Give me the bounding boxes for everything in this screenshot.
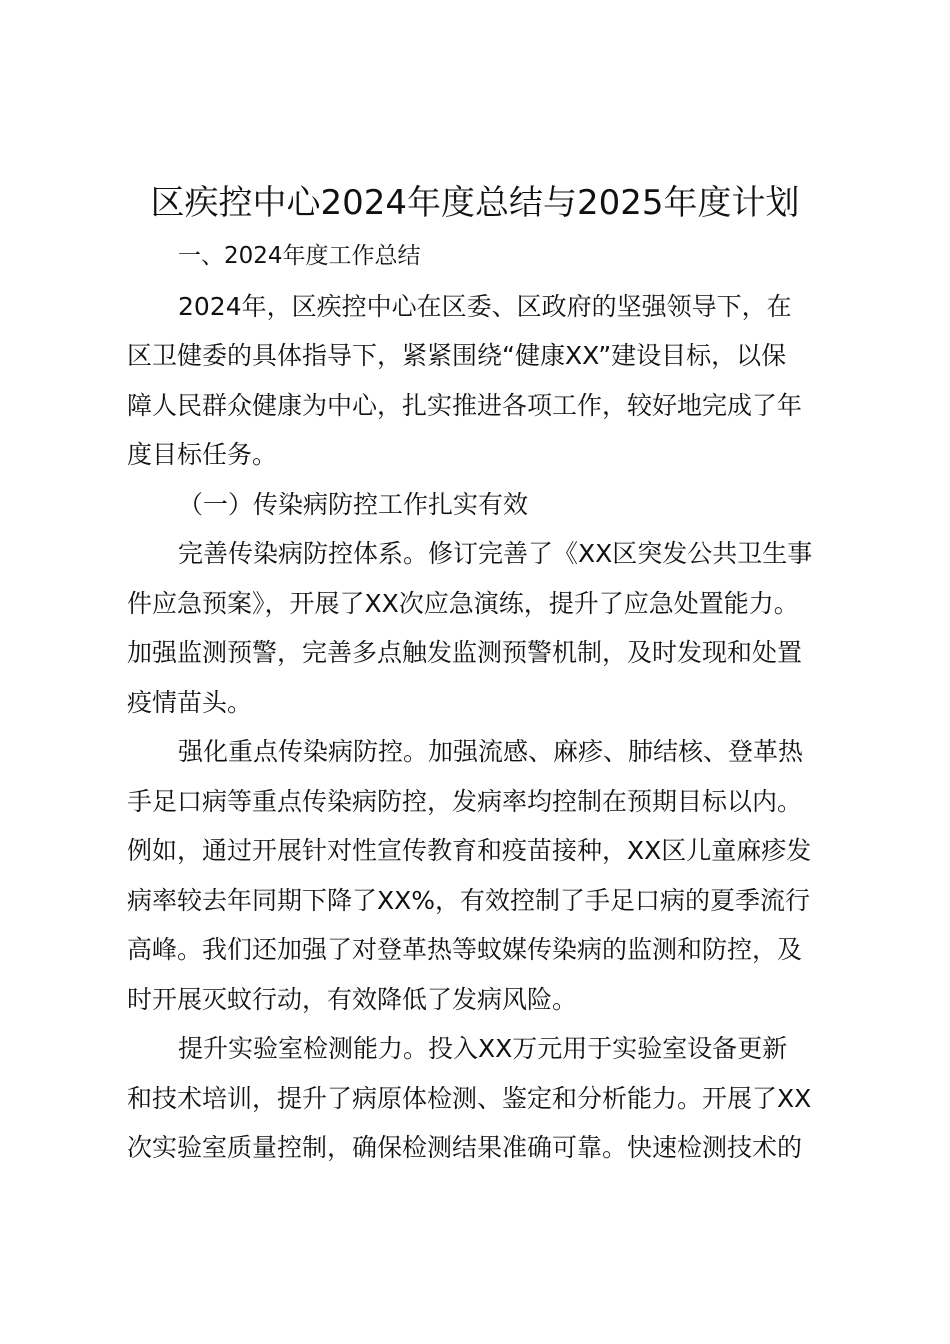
paragraph-line: 提升实验室检测能力。投入XX万元用于实验室设备更新 [178, 1034, 788, 1063]
paragraph-line: 高峰。我们还加强了对登革热等蚊媒传染病的监测和防控，及 [127, 935, 803, 964]
paragraph-line: 障人民群众健康为中心，扎实推进各项工作，较好地完成了年 [127, 390, 803, 420]
document-body [127, 232, 837, 1173]
paragraph-line: 例如，通过开展针对性宣传教育和疫苗接种，XX区儿童麻疹发 [127, 836, 812, 865]
paragraph-line: 次实验室质量控制，确保检测结果准确可靠。快速检测技术的 [127, 1133, 803, 1162]
paragraph-line: 件应急预案》，开展了XX次应急演练，提升了应急处置能力。 [127, 588, 799, 618]
paragraph-line: 完善传染病防控体系。修订完善了《XX区突发公共卫生事 [178, 539, 813, 568]
paragraph-line: 和技术培训，提升了病原体检测、鉴定和分析能力。开展了XX [127, 1083, 812, 1113]
paragraph-line: 区卫健委的具体指导下，紧紧围绕“健康XX”建设目标，以保 [127, 341, 787, 370]
paragraph-line: 手足口病等重点传染病防控，发病率均控制在预期目标以内。 [127, 786, 803, 816]
section-heading: 一、2024年度工作总结 [178, 243, 421, 269]
paragraph-line: 时开展灭蚊行动，有效降低了发病风险。 [127, 984, 578, 1014]
paragraph-line: 病率较去年同期下降了XX%，有效控制了手足口病的夏季流行 [127, 885, 811, 915]
paragraph-line: 加强监测预警，完善多点触发监测预警机制，及时发现和处置 [127, 638, 803, 667]
paragraph-line: 疫情苗头。 [127, 687, 253, 717]
document-title: 区疾控中心2024年度总结与2025年度计划 [150, 183, 800, 223]
paragraph-line: 强化重点传染病防控。加强流感、麻疹、肺结核、登革热 [178, 737, 804, 766]
paragraph-line: 度目标任务。 [127, 440, 278, 469]
subsection-heading: （一）传染病防控工作扎实有效 [178, 489, 529, 519]
paragraph-line: 2024年，区疾控中心在区委、区政府的坚强领导下，在 [178, 291, 792, 321]
